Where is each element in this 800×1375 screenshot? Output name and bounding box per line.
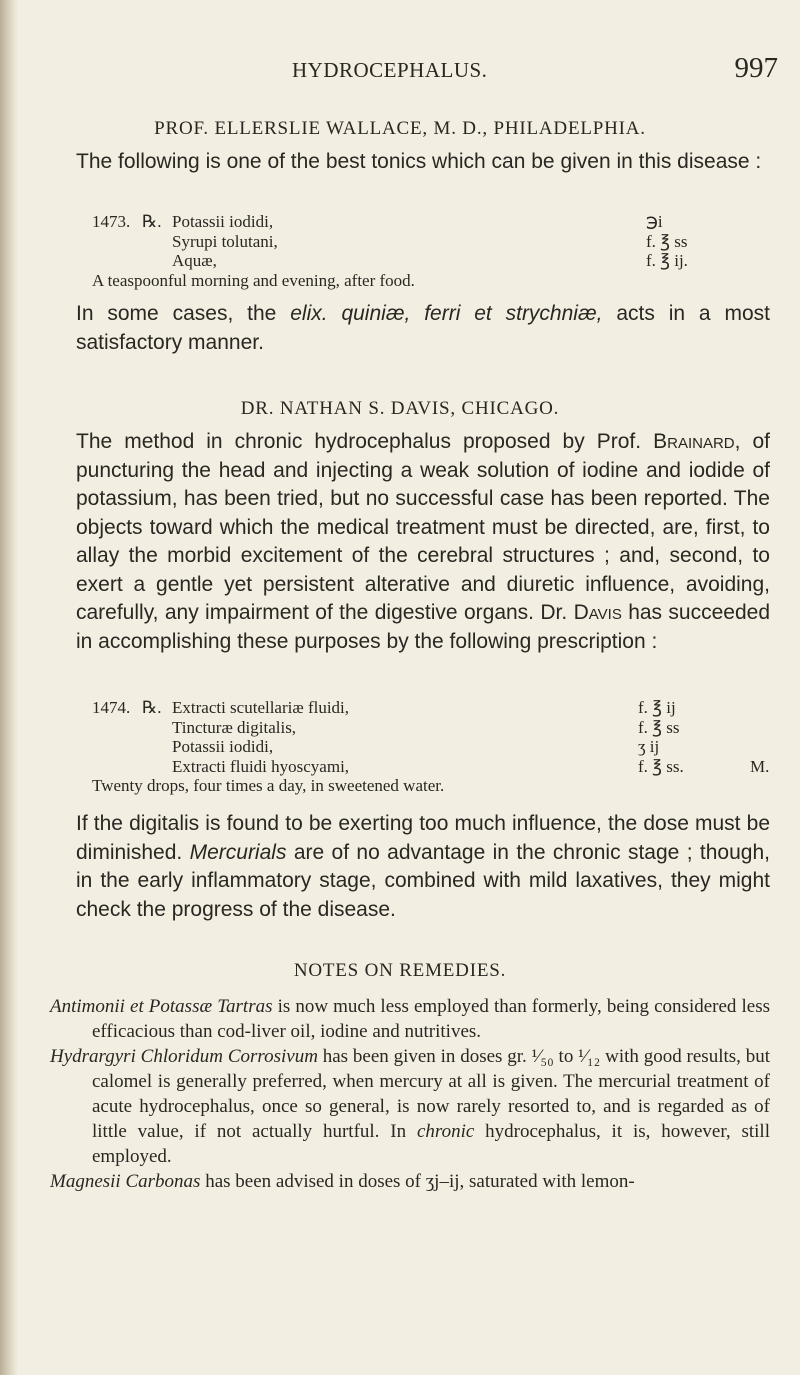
mercurials-term: Mercurials <box>189 840 287 864</box>
prescription-1474 <box>92 698 772 796</box>
intro-paragraph <box>50 148 770 177</box>
rx-directions: Twenty drops, four times a day, in sweetened water. <box>92 776 445 795</box>
name-davis: Davis <box>573 601 622 624</box>
rx-line <box>92 718 772 738</box>
rx-number: 1473. <box>92 212 131 231</box>
rx-dose: ℈i <box>646 212 663 231</box>
running-head-title: HYDROCEPHALUS. <box>292 58 488 82</box>
rx-ingredient: Extracti scutellariæ fluidi, <box>172 698 350 717</box>
section-heading-davis: DR. NATHAN S. DAVIS, CHICAGO. <box>240 398 560 419</box>
page-number: 997 <box>734 52 778 84</box>
note-antimonii: Antimonii et Potassæ Tartras is now much less employed than formerly, being considered less efficacious than cod-liver oil, iodine and nutritives. <box>50 996 770 1042</box>
rx-ingredient: Extracti fluidi hyoscyami, <box>172 756 350 776</box>
elixir-name: elix. quiniæ, ferri et strychniæ, <box>290 302 603 325</box>
notes-heading: NOTES ON REMEDIES. <box>293 960 507 981</box>
rx-dose: f. ℥ ss. <box>638 756 684 776</box>
rx-line <box>92 232 772 252</box>
intro-text: The following is one of the best tonics which can be given in this disease : <box>76 150 762 173</box>
recipe-symbol: ℞. <box>142 212 162 231</box>
rx-line <box>92 757 772 777</box>
digitalis-paragraph: If the digitalis is found to be exerting too much influence, the dose must be diminished. Mercurials are of no advantage in the chronic stage ; though, in the early inflammatory stage, combined with mild laxatives, they might check the progress of the disease. <box>76 812 770 921</box>
rx-directions: A teaspoonful morning and evening, after food. <box>92 270 415 290</box>
rx-ingredient: Syrupi tolutani, <box>172 231 278 251</box>
rx-number: 1474. <box>92 698 131 717</box>
rx-dose: f. ℥ ij. <box>646 251 688 270</box>
rx-line <box>92 251 772 271</box>
recipe-symbol: ℞. <box>142 698 162 717</box>
elixir-paragraph: In some cases, the elix. quiniæ, ferri et strychniæ, acts in a most satisfactory manner. <box>76 302 770 354</box>
rx-ingredient: Tincturæ digitalis, <box>172 717 297 737</box>
note-hydrargyri: Hydrargyri Chloridum Corrosivum has been given in doses gr. ¹⁄₅₀ to ¹⁄₁₂ with good results, but calomel is generally preferred, when mercury at all is given. The mercurial treatment of acute hydrocephalus, once so general, is now rarely resorted to, and is regarded as of little value, if not actually hurtful. In chronic hydrocephalus, it is, however, still employed. <box>50 1046 770 1167</box>
rx-misce-mark: M. <box>750 756 770 776</box>
notes-list <box>50 994 770 1194</box>
running-head <box>0 48 800 88</box>
dose-fraction-2: ¹⁄₁₂ <box>578 1046 601 1067</box>
rx-dose: f. ℥ ss <box>646 231 688 251</box>
rx-dose: ʒ ij <box>638 737 660 756</box>
rx-ingredient: Potassii iodidi, <box>172 212 274 231</box>
rx-line <box>92 737 772 757</box>
name-brainard: Brainard <box>653 430 735 453</box>
rx-line <box>92 212 772 232</box>
rx-line <box>92 698 772 718</box>
rx-dose: f. ℥ ss <box>638 717 680 737</box>
method-paragraph: The method in chronic hydrocephalus proposed by Prof. Brainard, of puncturing the head and injecting a weak solution of iodine and iodide of potassium, has been tried, but no successful case has been reported. The objects toward which the medical treatment must be directed, are, first, to allay the morbid excitement of the cerebral structures ; and, second, to exert a gentle yet persistent alterative and diuretic influence, avoiding, carefully, any impairment of the digestive organs. Dr. Davis has succeeded in accomplishing these purposes by the following prescription : <box>76 430 770 653</box>
dose-fraction-1: ¹⁄₅₀ <box>531 1046 554 1067</box>
rx-dose: f. ℥ ij <box>638 698 676 717</box>
rx-ingredient: Potassii iodidi, <box>172 737 274 756</box>
note-magnesii: Magnesii Carbonas has been advised in doses of ʒj–ij, saturated with lemon- <box>50 1171 635 1192</box>
section-heading-wallace: PROF. ELLERSLIE WALLACE, M. D., PHILADELPHIA. <box>154 118 646 139</box>
prescription-1473 <box>92 212 772 290</box>
rx-ingredient: Aquæ, <box>172 251 217 270</box>
